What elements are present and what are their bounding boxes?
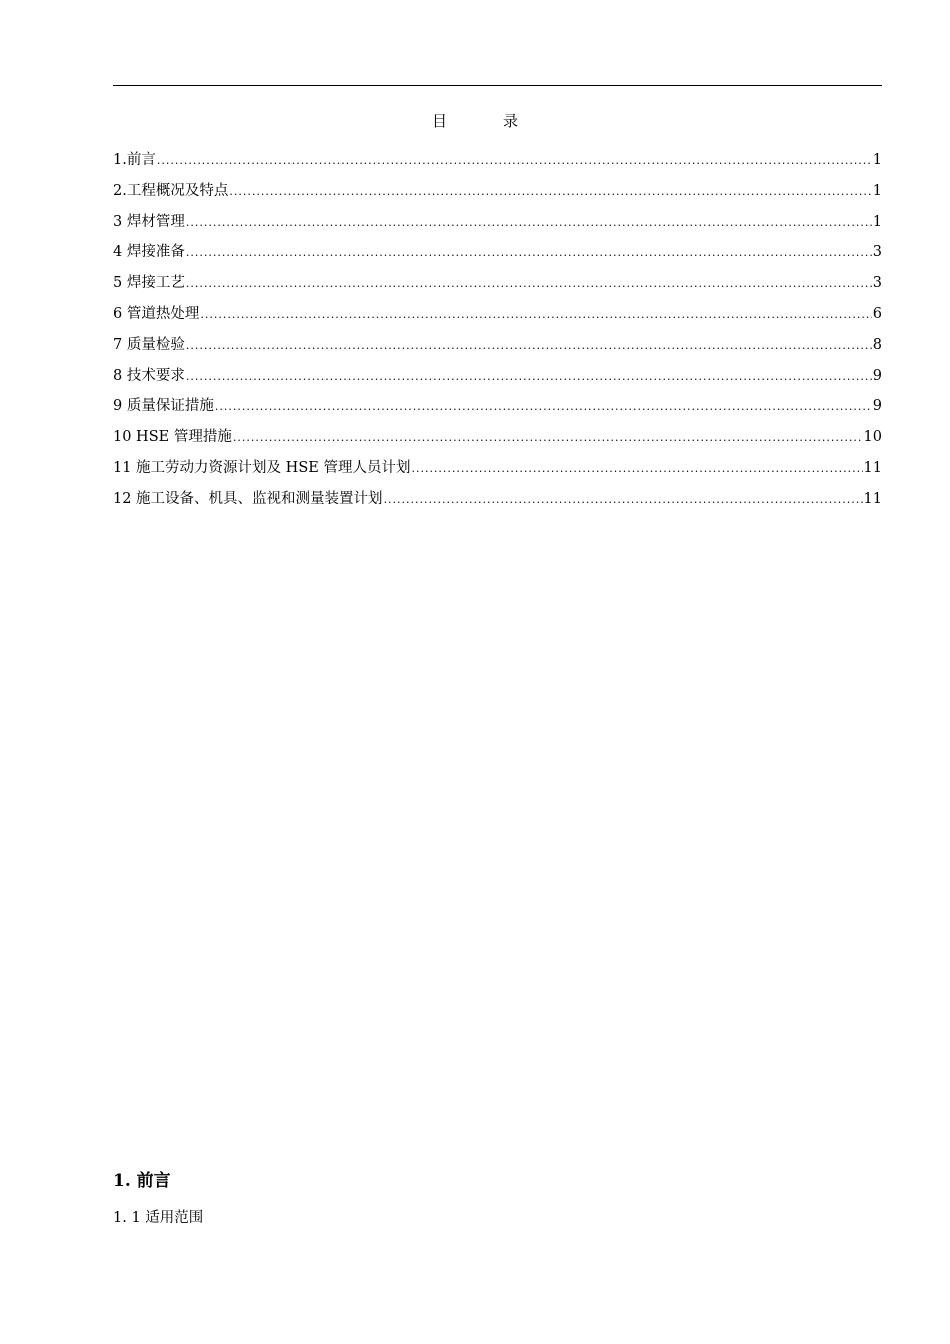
toc-leader xyxy=(186,337,872,353)
toc-entry-label: 6 管道热处理 xyxy=(113,305,200,322)
toc-leader xyxy=(215,398,872,414)
toc-entry-page: 9 xyxy=(872,367,882,384)
toc-entry[interactable] xyxy=(113,394,882,425)
toc-entry-page: 3 xyxy=(872,244,882,261)
toc-entry-page: 10 xyxy=(863,429,882,446)
toc-entry-label: 1.前言 xyxy=(113,152,156,168)
toc-leader xyxy=(229,183,871,199)
toc-entry[interactable] xyxy=(113,333,882,364)
toc-entry-page: 9 xyxy=(872,398,882,415)
toc-entry[interactable] xyxy=(113,364,882,395)
toc-entry-label: 4 焊接准备 xyxy=(113,244,185,261)
toc-entry-label: 5 焊接工艺 xyxy=(113,275,185,292)
toc-entry-label: 11 施工劳动力资源计划及 HSE 管理人员计划 xyxy=(113,459,411,476)
toc-entry[interactable] xyxy=(113,302,882,333)
toc-leader xyxy=(200,306,871,322)
toc-entry[interactable] xyxy=(113,271,882,302)
toc-entry-page: 3 xyxy=(872,275,882,292)
section-heading: 1. 前言 xyxy=(113,1171,171,1191)
toc-leader xyxy=(233,429,863,445)
toc-entry[interactable] xyxy=(113,148,882,179)
toc-title xyxy=(0,110,950,131)
toc-entry-page: 1 xyxy=(872,213,882,230)
toc-leader xyxy=(384,491,863,507)
toc-entry-label: 2.工程概况及特点 xyxy=(113,182,229,199)
toc-entry[interactable] xyxy=(113,456,882,487)
toc-entry[interactable] xyxy=(113,210,882,241)
toc-entry-label: 8 技术要求 xyxy=(113,367,185,384)
toc-entry-label: 9 质量保证措施 xyxy=(113,398,214,415)
toc-entry-label: 7 质量检验 xyxy=(113,336,185,353)
toc-entry-page: 6 xyxy=(872,305,882,322)
subsection-heading: 1. 1 适用范围 xyxy=(113,1210,204,1226)
toc-entry[interactable] xyxy=(113,487,882,518)
toc-entry-label: 3 焊材管理 xyxy=(113,213,185,230)
toc-leader xyxy=(186,275,872,291)
header-rule xyxy=(113,85,882,86)
toc-leader xyxy=(411,460,862,476)
toc-entry[interactable] xyxy=(113,179,882,210)
toc-entry-label: 12 施工设备、机具、监视和测量装置计划 xyxy=(113,490,383,507)
toc-entry-label: 10 HSE 管理措施 xyxy=(113,429,232,446)
toc-leader xyxy=(157,152,872,168)
toc-leader xyxy=(186,368,872,384)
toc-leader xyxy=(186,244,872,260)
toc-title-right: 录 xyxy=(503,112,519,130)
toc-entry-page: 1 xyxy=(872,182,882,199)
toc-entry-page: 11 xyxy=(863,490,882,507)
toc-title-left: 目 xyxy=(431,112,447,130)
toc-entry-page: 1 xyxy=(872,152,882,168)
toc-entry[interactable] xyxy=(113,240,882,271)
table-of-contents xyxy=(113,148,882,518)
toc-entry[interactable] xyxy=(113,425,882,456)
toc-entry-page: 11 xyxy=(863,459,882,476)
toc-leader xyxy=(186,214,872,230)
toc-entry-page: 8 xyxy=(872,336,882,353)
